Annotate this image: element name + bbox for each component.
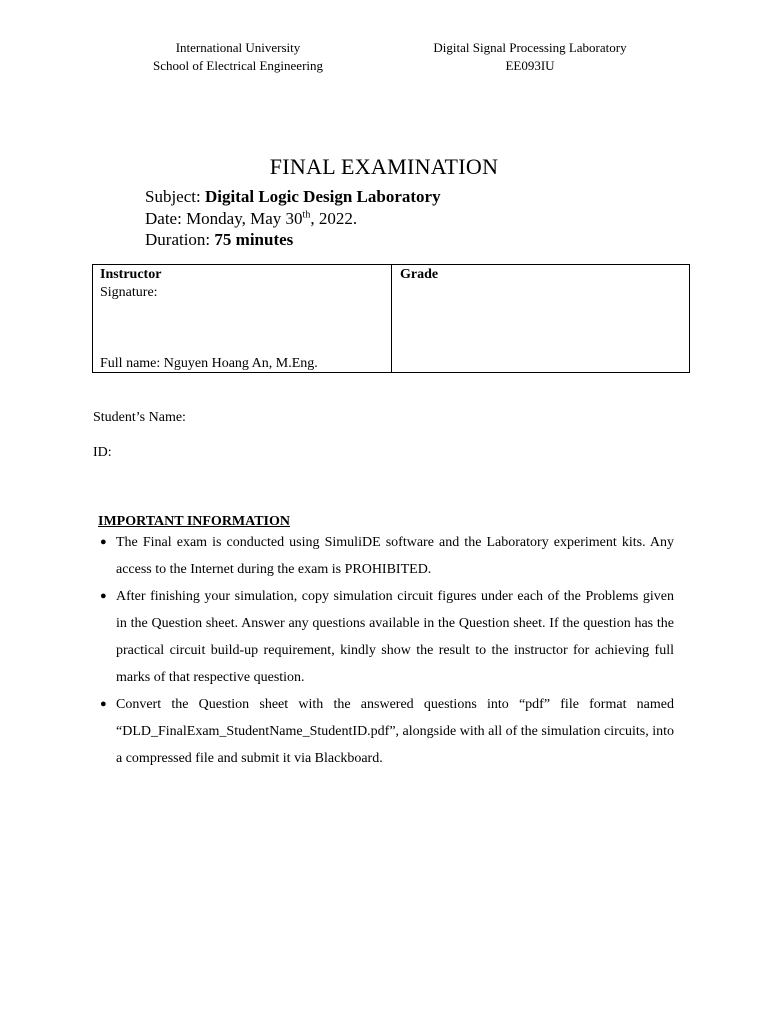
date-suffix: th	[302, 209, 311, 221]
subject-label: Subject:	[145, 187, 205, 206]
exam-title: FINAL EXAMINATION	[269, 154, 499, 179]
exam-subject	[145, 186, 441, 207]
instructor-grade-table	[92, 264, 690, 373]
exam-duration	[145, 229, 293, 250]
signature-label: Signature:	[100, 285, 158, 300]
student-id-field: ID:	[93, 445, 112, 460]
important-info-list	[98, 529, 674, 772]
lab-name: Digital Signal Processing Laboratory	[433, 40, 627, 55]
list-item	[98, 529, 674, 583]
bullet-icon: ●	[100, 536, 107, 548]
exam-date	[145, 208, 357, 229]
info-item-text: After finishing your simulation, copy simulation circuit figures under each of the Problems given in the Question sheet. Answer any questions available in the Question sheet. If the question has the practical circuit build-up requirement, kindly show the result to the instructor for achieving full marks of that respective question.	[116, 589, 674, 685]
student-name-field: Student’s Name:	[93, 410, 186, 425]
important-info-heading: IMPORTANT INFORMATION	[98, 514, 291, 529]
list-item	[98, 583, 674, 691]
course-code: EE093IU	[505, 58, 555, 73]
list-item	[98, 691, 674, 772]
university-name: International University	[175, 40, 301, 55]
instructor-heading: Instructor	[100, 267, 162, 282]
date-rest: , 2022.	[310, 209, 358, 228]
header-lab	[400, 39, 660, 75]
instructor-cell	[93, 265, 392, 372]
info-item-text: The Final exam is conducted using SimuliDE software and the Laboratory experiment kits. Any access to the Internet during the exam is PROHIBITED.	[116, 535, 674, 577]
instructor-fullname: Full name: Nguyen Hoang An, M.Eng.	[100, 356, 318, 371]
header-university	[118, 39, 358, 75]
grade-cell	[392, 265, 689, 372]
duration-label: Duration:	[145, 230, 215, 249]
school-name: School of Electrical Engineering	[152, 58, 324, 73]
info-item-text: Convert the Question sheet with the answered questions into “pdf” file format named “DLD_FinalExam_StudentName_StudentID.pdf”, alongside with all of the simulation circuits, into a compressed file and submit it via Blackboard.	[116, 697, 674, 766]
date-label: Date: Monday, May 30	[145, 209, 303, 228]
bullet-icon: ●	[100, 698, 107, 710]
duration-value: 75 minutes	[214, 230, 294, 249]
bullet-icon: ●	[100, 590, 107, 602]
grade-heading: Grade	[400, 267, 439, 282]
subject-value: Digital Logic Design Laboratory	[204, 187, 441, 206]
